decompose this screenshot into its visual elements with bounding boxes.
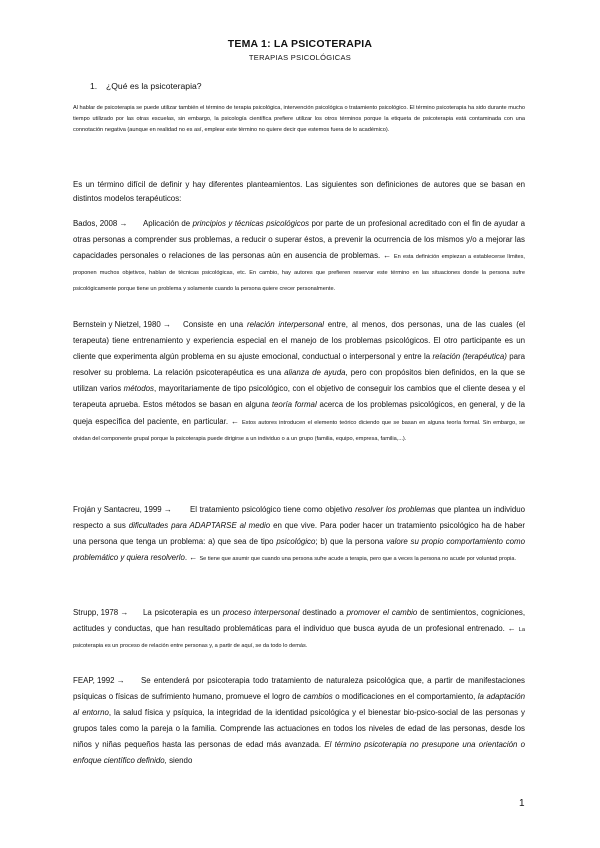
arrow-icon: → <box>163 505 172 514</box>
note-arrow-icon: ← <box>383 251 392 261</box>
note-arrow-icon: ← <box>507 624 516 634</box>
section-heading <box>90 81 202 91</box>
arrow-icon: → <box>120 608 129 617</box>
note-arrow-icon: ← <box>231 416 239 426</box>
arrow-icon: → <box>116 676 125 685</box>
definition-author: FEAP, 1992 → <box>73 676 125 685</box>
intro-paragraph: Al hablar de psicoterapia se puede utilizar también el término de terapia psicológica, intervención psicológica o tratamiento psicológico. El término psicoterapia ha sido durante mucho tiempo utilizado por las otras escuelas, sin embargo, la psicología científica prefiere utilizar los otros términos porque la etiqueta de psicoterapia está contaminada con una connotación negativa (aunque en realidad no es así, emplear este término no quiere decir que estemos fuera de lo académico). <box>73 105 525 134</box>
intro-paragraph-2: Es un término difícil de definir y hay diferentes planteamientos. Las siguientes son definiciones de autores que se basan en distintos modelos terapéuticos: <box>73 180 525 203</box>
definition-author: Bados, 2008 → <box>73 219 128 228</box>
document-title: TEMA 1: LA PSICOTERAPIA <box>227 38 373 50</box>
definition-text: Consiste en una relación interpersonal entre, al menos, dos personas, una de las cuales (el terapeuta) tiene entrenamiento y experiencia especial en el manejo de los problemas psicológicos. El otro participante es un cliente que experimenta algún problema en su ajuste emocional, conductual o interpersonal y entre la relación (terapéutica) para resolver su problema. La relación psicoterapéutica es una alianza de ayuda, pero con propósitos bien definidos, en la que se utilizan varios métodos, mayoritariamente de tipo psicológico, con el objetivo de conseguir los cambios que el cliente desea y el terapeuta aprueba. Estos métodos se basan en alguna teoría formal acerca de los problemas psicológicos, en general, y de la queja específica del paciente, en particular. ← Estos autores introducen el elemento teórico diciendo que se basan en alguna teoría formal. Sin embargo, se olvidan del componente grupal porque la psicoterapia puede dirigirse a un individuo o a un grupo (familia, equipo, empresa, familia,...). <box>73 320 525 442</box>
section-title: ¿Qué es la psicoterapia? <box>106 81 202 91</box>
definition-note: Estos autores introducen el elemento teórico diciendo que se basan en alguna teoría formal. Sin embargo, se olvidan del componente grupal porque la psicoterapia puede dirigirse a un individuo o a un grupo (familia, equipo, empresa, familia,...). <box>73 419 525 442</box>
definition-note: Se tiene que asumir que cuando una persona sufre acude a terapia, pero que a veces la persona no acude por voluntad propia. <box>199 556 517 563</box>
definition-author: Strupp, 1978 → <box>73 608 129 617</box>
arrow-icon: → <box>119 219 128 228</box>
definition-text: El tratamiento psicológico tiene como objetivo resolver los problemas que plantea un individuo respecto a sus dificultades para ADAPTARSE al medio en que vive. Para poder hacer un tratamiento psicológico ha de haber una persona que tenga un problema: a) que sea de tipo psicológico; b) que la persona valore su propio comportamiento como problemático y quiera resolverlo. ← Se tiene que asumir que cuando una persona sufre acude a terapia, pero que a veces la persona no acude por voluntad propia. <box>73 505 525 563</box>
definition-author: Bernstein y Nietzel, 1980 → <box>73 320 171 329</box>
definition-note: La psicoterapia es un proceso de relación entre personas y, a partir de aquí, se da todo lo demás. <box>73 627 525 650</box>
definition-text: La psicoterapia es un proceso interpersonal destinado a promover el cambio de sentimientos, cogniciones, actitudes y conductas, que han resultado problemáticas para el individuo que busca ayuda de un profesional entrenado. ← La psicoterapia es un proceso de relación entre personas y, a partir de aquí, se da todo lo demás. <box>73 608 526 650</box>
note-arrow-icon: ← <box>189 553 198 563</box>
definition-author: Froján y Santacreu, 1999 → <box>73 505 172 514</box>
definition-text: Se entenderá por psicoterapia todo tratamiento de naturaleza psicológica que, a partir de manifestaciones psíquicas o físicas de sufrimiento humano, promueve el logro de cambios o modificaciones en el comportamiento, la adaptación al entorno, la salud física y psíquica, la integridad de la identidad psicológica y el bienestar bio-psico-social de las personas y grupos tales como la pareja o la familia. Comprende las actuaciones en todos los niveles de edad de las personas, desde los niños y niñas pequeños hasta las personas de edad más avanzada. El término psicoterapia no presupone una orientación o enfoque científico definido, siendo <box>73 676 526 766</box>
page-number: 1 <box>519 798 525 809</box>
arrow-icon: → <box>162 320 171 329</box>
document-subtitle: TERAPIAS PSICOLÓGICAS <box>248 53 352 62</box>
definition-text: Aplicación de principios y técnicas psicológicos por parte de un profesional acreditado con el fin de ayudar a otras personas a comprender sus problemas, a reducir o superar éstos, a prevenir la ocurrencia de los mismos y/o a mejorar las capacidades personales o relaciones de las personas aún en ausencia de problemas. ← En esta definición empiezan a establecerse límites, proponen muchos objetivos, hablan de técnicas psicológicas, etc. En cambio, hay autores que prefieren reservar este término en las situaciones donde la persona sufre psicológicamente porque tiene un problema y solamente cuando la persona quiere crecer personalmente. <box>73 219 525 293</box>
definition-note: En esta definición empiezan a establecerse límites, proponen muchos objetivos, hablan de técnicas psicológicas, etc. En cambio, hay autores que prefieren reservar este término en las situaciones donde la persona sufre psicológicamente porque tiene un problema y solamente cuando la persona quiere crecer personalmente. <box>73 254 525 293</box>
section-number: 1. <box>90 81 98 91</box>
